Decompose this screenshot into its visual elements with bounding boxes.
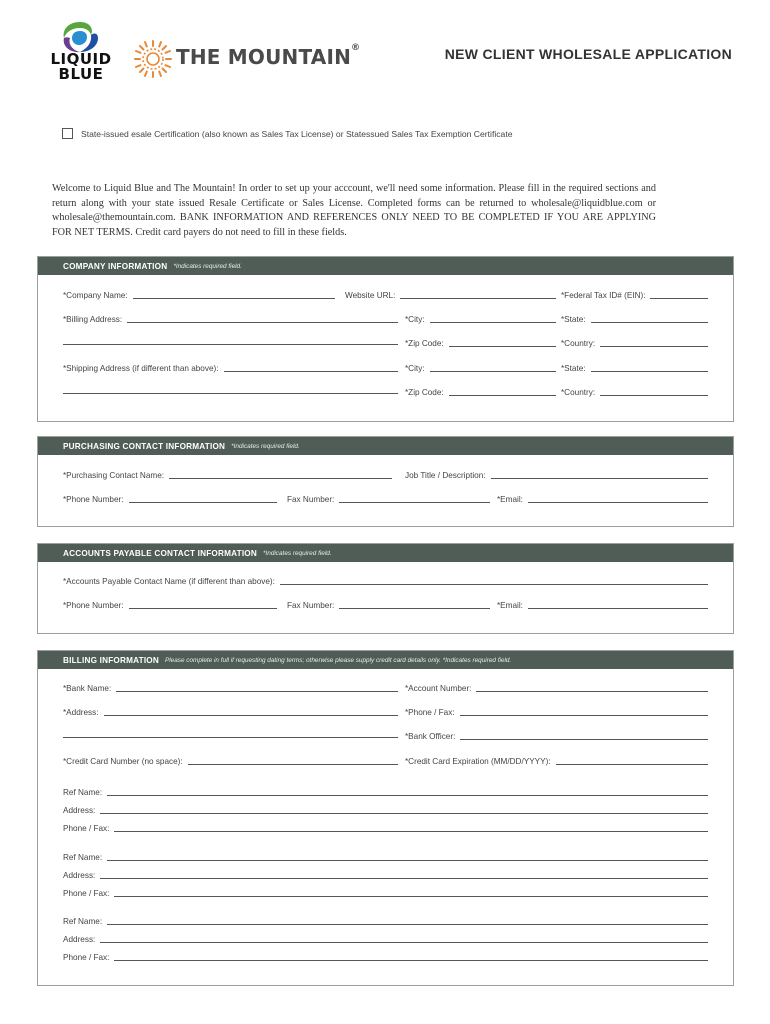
input-line[interactable] — [114, 896, 708, 897]
field-label: *Shipping Address (if different than above): — [63, 364, 219, 373]
purchasing-fax-field[interactable] — [287, 493, 490, 505]
input-line[interactable] — [339, 608, 490, 609]
field-label: *Bank Officer: — [405, 732, 456, 741]
liquid-blue-swirl-icon — [58, 20, 102, 54]
input-line[interactable] — [591, 371, 708, 372]
input-line[interactable] — [430, 371, 556, 372]
input-line[interactable] — [114, 960, 708, 961]
field-label: *State: — [561, 315, 586, 324]
purchasing-contact-name-field[interactable] — [63, 469, 392, 481]
input-line[interactable] — [600, 395, 708, 396]
input-line[interactable] — [460, 739, 708, 740]
payable-fax-field[interactable] — [287, 599, 490, 611]
billing-zip-field[interactable] — [405, 337, 556, 349]
credit-card-number-field[interactable] — [63, 755, 398, 767]
input-line[interactable] — [280, 584, 708, 585]
liquid-blue-logo — [46, 20, 116, 84]
input-line[interactable] — [650, 298, 708, 299]
bank-officer-field[interactable] — [405, 730, 708, 742]
reference-1-name-field[interactable] — [63, 786, 708, 798]
the-mountain-wordmark: THE MOUNTAIN® — [176, 43, 361, 69]
field-label: Address: — [63, 806, 96, 815]
reference-2-phone-fax-field[interactable] — [63, 887, 708, 899]
input-line[interactable] — [129, 608, 277, 609]
field-label: *Company Name: — [63, 291, 128, 300]
field-label: Phone / Fax: — [63, 824, 110, 833]
input-line[interactable] — [600, 346, 708, 347]
billing-country-field[interactable] — [561, 337, 708, 349]
account-number-field[interactable] — [405, 682, 708, 694]
section-note: *Indicates required field. — [173, 262, 242, 270]
input-line[interactable] — [188, 764, 398, 765]
section-header — [38, 257, 733, 275]
field-label: *Phone Number: — [63, 601, 124, 610]
input-line[interactable] — [591, 322, 708, 323]
input-line[interactable] — [169, 478, 392, 479]
company-information-section — [37, 256, 734, 422]
field-label: *State: — [561, 364, 586, 373]
field-label: *Federal Tax ID# (EIN): — [561, 291, 646, 300]
billing-city-field[interactable] — [405, 313, 556, 325]
field-label: *Email: — [497, 601, 523, 610]
field-label: *Bank Name: — [63, 684, 112, 693]
field-label: Address: — [63, 871, 96, 880]
certification-checkbox[interactable] — [62, 128, 73, 139]
field-label: Ref Name: — [63, 853, 103, 862]
payable-email-field[interactable] — [497, 599, 708, 611]
federal-tax-id-field[interactable] — [561, 289, 708, 301]
input-line[interactable] — [116, 691, 398, 692]
section-header — [38, 437, 733, 455]
input-line[interactable] — [339, 502, 490, 503]
payable-phone-field[interactable] — [63, 599, 277, 611]
field-label: Ref Name: — [63, 917, 103, 926]
billing-information-section — [37, 650, 734, 986]
input-line[interactable] — [528, 502, 708, 503]
website-url-field[interactable] — [345, 289, 556, 301]
field-label: *Country: — [561, 388, 596, 397]
billing-address-field[interactable] — [63, 313, 398, 325]
input-line[interactable] — [449, 346, 556, 347]
input-line[interactable] — [556, 764, 708, 765]
certification-row — [62, 128, 513, 139]
input-line[interactable] — [104, 715, 399, 716]
field-label: *Purchasing Contact Name: — [63, 471, 165, 480]
reference-3-name-field[interactable] — [63, 915, 708, 927]
bank-name-field[interactable] — [63, 682, 398, 694]
sun-icon — [134, 40, 172, 78]
field-label: Address: — [63, 935, 96, 944]
reference-1-phone-fax-field[interactable] — [63, 822, 708, 834]
input-line[interactable] — [129, 502, 277, 503]
page-header — [0, 0, 770, 100]
input-line[interactable] — [107, 924, 708, 925]
purchasing-phone-field[interactable] — [63, 493, 277, 505]
field-label: *Email: — [497, 495, 523, 504]
reference-2-address-field[interactable] — [63, 869, 708, 881]
welcome-paragraph: Welcome to Liquid Blue and The Mountain! In order to set up your acccount, we'll need some information. Please fill in the required sections and return along with your state issued Resale Certificate or Sales License. Completed forms can be returned to wholesale@liquidblue.com or wholesale@themountain.com. BANK INFORMATION AND REFERENCES ONLY NEED TO BE COMPLETED IF YOU ARE APPLYING FOR NET TERMS. Credit card payers do not need to fill in these fields. — [52, 183, 656, 238]
section-header — [38, 544, 733, 562]
section-note: *Indicates required field. — [231, 442, 300, 450]
liquid-blue-wordmark: LIQUID BLUE — [50, 50, 112, 83]
purchasing-email-field[interactable] — [497, 493, 708, 505]
input-line[interactable] — [100, 813, 708, 814]
section-title: ACCOUNTS PAYABLE CONTACT INFORMATION — [63, 548, 257, 558]
field-label: *Phone / Fax: — [405, 708, 455, 717]
company-name-field[interactable] — [63, 289, 335, 301]
purchasing-contact-section — [37, 436, 734, 527]
field-label: *Zip Code: — [405, 388, 444, 397]
billing-address-line-2[interactable] — [63, 344, 398, 345]
input-line[interactable] — [107, 860, 708, 861]
field-label: *City: — [405, 364, 425, 373]
section-title: PURCHASING CONTACT INFORMATION — [63, 441, 226, 451]
reference-3-address-field[interactable] — [63, 933, 708, 945]
input-line[interactable] — [127, 322, 398, 323]
section-title: BILLING INFORMATION — [63, 655, 159, 665]
bank-address-field[interactable] — [63, 706, 398, 718]
section-title: COMPANY INFORMATION — [63, 261, 168, 271]
section-note: Please complete in full if requesting dating terms; otherwise please supply credit card details only. *Indicates required field. — [164, 656, 512, 664]
field-label: Ref Name: — [63, 788, 103, 797]
section-header — [38, 651, 733, 669]
input-line[interactable] — [107, 795, 708, 796]
reference-3-phone-fax-field[interactable] — [63, 951, 708, 963]
input-line[interactable] — [491, 478, 708, 479]
shipping-zip-field[interactable] — [405, 386, 556, 398]
field-label: Job Title / Description: — [405, 471, 486, 480]
accounts-payable-section — [37, 543, 734, 634]
field-label: Fax Number: — [287, 601, 335, 610]
bank-phone-fax-field[interactable] — [405, 706, 708, 718]
field-label: Phone / Fax: — [63, 953, 110, 962]
field-label: *Phone Number: — [63, 495, 124, 504]
job-title-field[interactable] — [405, 469, 708, 481]
shipping-city-field[interactable] — [405, 362, 556, 374]
input-line[interactable] — [449, 395, 556, 396]
field-label: *Accounts Payable Contact Name (if different than above): — [63, 577, 275, 586]
field-label: *Address: — [63, 708, 99, 717]
field-label: Phone / Fax: — [63, 889, 110, 898]
field-label: *Account Number: — [405, 684, 472, 693]
input-line[interactable] — [528, 608, 708, 609]
field-label: *Credit Card Number (no space): — [63, 757, 183, 766]
input-line[interactable] — [100, 942, 708, 943]
field-label: Website URL: — [345, 291, 396, 300]
input-line[interactable] — [476, 691, 708, 692]
shipping-country-field[interactable] — [561, 386, 708, 398]
field-label: *Billing Address: — [63, 315, 123, 324]
field-label: *Zip Code: — [405, 339, 444, 348]
shipping-state-field[interactable] — [561, 362, 708, 374]
input-line[interactable] — [430, 322, 556, 323]
bank-address-line-2[interactable] — [63, 737, 398, 738]
field-label: Fax Number: — [287, 495, 335, 504]
reference-1-address-field[interactable] — [63, 804, 708, 816]
input-line[interactable] — [224, 371, 398, 372]
input-line[interactable] — [100, 878, 708, 879]
section-note: *Indicates required field. — [263, 549, 332, 557]
input-line[interactable] — [400, 298, 556, 299]
field-label: *City: — [405, 315, 425, 324]
field-label: *Credit Card Expiration (MM/DD/YYYY): — [405, 757, 551, 766]
shipping-address-field[interactable] — [63, 362, 398, 374]
input-line[interactable] — [133, 298, 335, 299]
billing-state-field[interactable] — [561, 313, 708, 325]
payable-contact-name-field[interactable] — [63, 575, 708, 587]
reference-2-name-field[interactable] — [63, 851, 708, 863]
input-line[interactable] — [460, 715, 708, 716]
credit-card-expiration-field[interactable] — [405, 755, 708, 767]
shipping-address-line-2[interactable] — [63, 393, 398, 394]
page-title: NEW CLIENT WHOLESALE APPLICATION — [444, 46, 732, 62]
input-line[interactable] — [114, 831, 708, 832]
certification-label: State-issued esale Certification (also known as Sales Tax License) or Statessued Sales Tax Exemption Certificate — [81, 128, 513, 139]
field-label: *Country: — [561, 339, 596, 348]
